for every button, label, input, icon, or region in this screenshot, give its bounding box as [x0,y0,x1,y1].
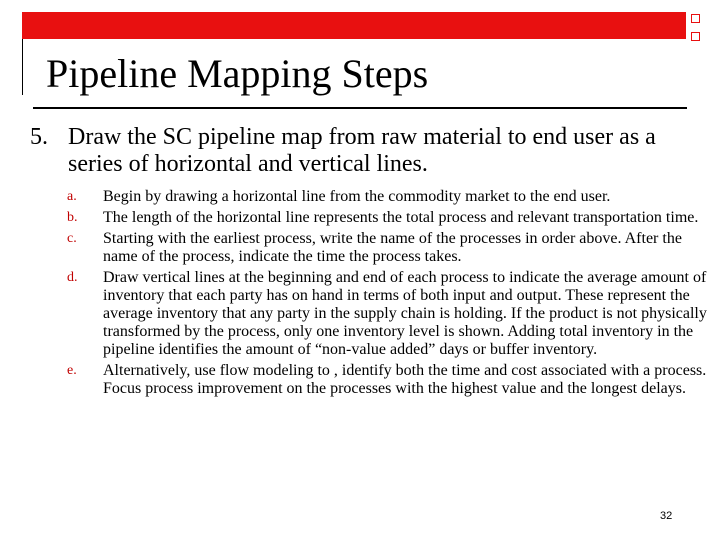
step-block [30,124,700,178]
decor-square-bottom [691,32,700,41]
substep-item-a [67,188,707,206]
slide-title: Pipeline Mapping Steps [46,51,429,96]
substep-item-c [67,230,707,266]
title-vertical-rule [22,39,23,95]
page-number: 32 [660,510,673,522]
step-number: 5. [30,124,48,150]
decor-square-top [691,14,700,23]
step-item [30,124,700,178]
substep-letter: e. [67,363,77,378]
substep-text: Draw vertical lines at the beginning and end of each process to indicate the average amount of inventory that each party has on hand in terms of both input and output. These represent the average inventory that any party in the supply chain is holding. If the product is not physically transformed by the process, only one inventory level is shown. Adding total inventory in the pipeline identifies the amount of “non-value added” days or buffer inventory. [103,269,707,358]
substep-letter: c. [67,231,77,246]
title-underline [33,107,687,109]
substep-text: Begin by drawing a horizontal line from the commodity market to the end user. [103,188,611,205]
substep-text: Starting with the earliest process, write the name of the processes in order above. After the name of the process, indicate the time the process takes. [103,230,682,265]
substep-list [67,188,707,401]
substep-item-d [67,269,707,359]
step-text: Draw the SC pipeline map from raw material to end user as a series of horizontal and vertical lines. [68,124,656,177]
substep-letter: b. [67,210,78,225]
header-red-bar [22,12,686,39]
substep-item-b [67,209,707,227]
substep-text: The length of the horizontal line represents the total process and relevant transportation time. [103,209,699,226]
substep-text: Alternatively, use flow modeling to , identify both the time and cost associated with a process. Focus process improvement on the processes with the highest value and the longest delays. [103,362,707,397]
substep-letter: d. [67,270,78,285]
substep-item-e [67,362,707,398]
substep-letter: a. [67,189,77,204]
